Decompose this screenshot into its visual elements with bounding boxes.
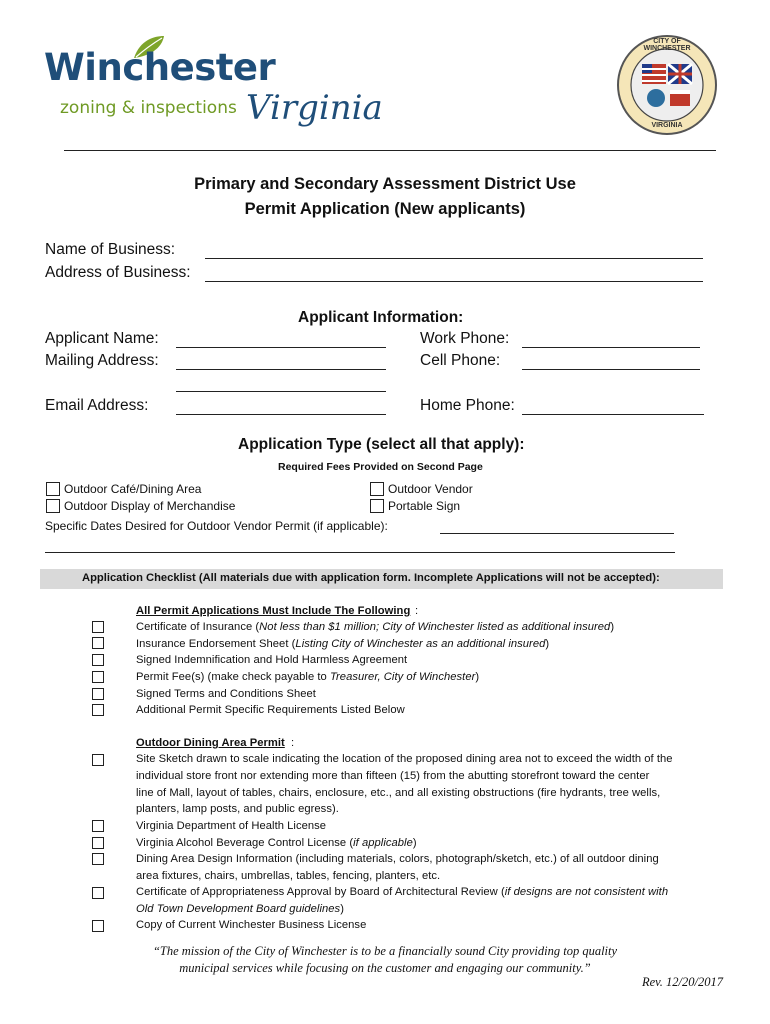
home-phone-label: Home Phone: — [420, 397, 515, 414]
checklist-item-endorsement: Insurance Endorsement Sheet (Listing City of Winchester as an additional insured) — [136, 638, 550, 650]
checklist-item-indemnification: Signed Indemnification and Hold Harmless Agreement — [136, 654, 408, 666]
specific-dates-field[interactable] — [440, 533, 674, 534]
business-address-field[interactable] — [205, 281, 703, 282]
home-phone-field[interactable] — [522, 414, 704, 415]
mission-line-1: “The mission of the City of Winchester is to be a financially sound City providing top quality — [152, 944, 618, 958]
portable-sign-checkbox[interactable] — [370, 499, 384, 513]
checklist-item-terms: Signed Terms and Conditions Sheet — [136, 688, 316, 700]
checklist-checkbox[interactable] — [92, 920, 104, 932]
outdoor-cafe-label: Outdoor Café/Dining Area — [64, 482, 202, 496]
cell-phone-field[interactable] — [522, 369, 700, 370]
outdoor-display-checkbox[interactable] — [46, 499, 60, 513]
checklist-item-additional: Additional Permit Specific Requirements Listed Below — [136, 704, 405, 716]
business-name-label: Name of Business: — [45, 241, 176, 258]
checklist-checkbox[interactable] — [92, 654, 104, 666]
dining-heading: Outdoor Dining Area Permit — [136, 737, 285, 749]
email-address-label: Email Address: — [45, 397, 149, 414]
dining-heading-colon: : — [291, 737, 295, 749]
checklist-checkbox[interactable] — [92, 637, 104, 649]
checklist-checkbox[interactable] — [92, 688, 104, 700]
email-address-field[interactable] — [176, 414, 386, 415]
required-fees-note: Required Fees Provided on Second Page — [278, 461, 483, 473]
checklist-item-fees: Permit Fee(s) (make check payable to Treasurer, City of Winchester) — [136, 671, 480, 683]
applicant-heading: Applicant Information: — [298, 309, 464, 326]
mailing-address-label: Mailing Address: — [45, 352, 159, 369]
checklist-checkbox[interactable] — [92, 853, 104, 865]
checklist-checkbox[interactable] — [92, 621, 104, 633]
checklist-item-insurance: Certificate of Insurance (Not less than $1 million; City of Winchester listed as additional insured) — [136, 621, 615, 633]
dining-site-sketch-2: individual store front nor extending more than fifteen (15) from the abutting storefront toward the center — [136, 770, 650, 782]
all-permits-colon: : — [415, 605, 419, 617]
revision-date: Rev. 12/20/2017 — [642, 975, 723, 989]
logo-brand: Winchester — [44, 46, 276, 89]
dining-coa-1: Certificate of Appropriateness Approval by Board of Architectural Review (if designs are not consistent with — [136, 886, 669, 898]
title-line-1: Primary and Secondary Assessment District Use — [194, 175, 576, 193]
specific-dates-label: Specific Dates Desired for Outdoor Vendor Permit (if applicable): — [45, 519, 388, 533]
dining-site-sketch-1: Site Sketch drawn to scale indicating the location of the proposed dining area not to exceed the width of the — [136, 753, 673, 765]
logo-state: Virginia — [246, 88, 383, 128]
dining-design-info-2: area fixtures, chairs, umbrellas, tables, fencing, planters, etc. — [136, 870, 441, 882]
dining-business-license: Copy of Current Winchester Business License — [136, 919, 367, 931]
checklist-bar-text: Application Checklist (All materials due with application form. Incomplete Applications will not be accepted): — [82, 572, 660, 584]
business-address-label: Address of Business: — [45, 264, 191, 281]
header-rule — [64, 150, 716, 151]
applicant-name-label: Applicant Name: — [45, 330, 159, 347]
business-name-field[interactable] — [205, 258, 703, 259]
checklist-checkbox[interactable] — [92, 887, 104, 899]
cell-phone-label: Cell Phone: — [420, 352, 501, 369]
all-permits-heading: All Permit Applications Must Include The Following — [136, 605, 411, 617]
work-phone-label: Work Phone: — [420, 330, 510, 347]
logo-tagline: zoning & inspections — [60, 98, 237, 118]
checklist-checkbox[interactable] — [92, 671, 104, 683]
dining-coa-2: Old Town Development Board guidelines) — [136, 903, 344, 915]
work-phone-field[interactable] — [522, 347, 700, 348]
dining-site-sketch-4: planters, lamp posts, and public egress). — [136, 803, 339, 815]
city-seal — [616, 34, 718, 136]
checklist-checkbox[interactable] — [92, 704, 104, 716]
application-type-heading: Application Type (select all that apply): — [238, 436, 525, 453]
dining-site-sketch-3: line of Mall, layout of tables, chairs, enclosure, etc., and all existing obstructions (fire hydrants, tree wells, — [136, 787, 661, 799]
checklist-checkbox[interactable] — [92, 837, 104, 849]
seal-bottom-text: VIRGINIA — [651, 122, 683, 129]
seal-top-text: CITY OF WINCHESTER — [643, 38, 691, 52]
winchester-logo — [40, 32, 383, 132]
outdoor-display-label: Outdoor Display of Merchandise — [64, 499, 236, 513]
dining-health-license: Virginia Department of Health License — [136, 820, 327, 832]
mailing-address-field[interactable] — [176, 369, 386, 370]
mailing-address-field-2[interactable] — [176, 391, 386, 392]
dining-design-info-1: Dining Area Design Information (including materials, colors, photograph/sketch, etc.) of all outdoor dining — [136, 853, 659, 865]
specific-dates-field-2[interactable] — [45, 552, 675, 553]
outdoor-vendor-checkbox[interactable] — [370, 482, 384, 496]
outdoor-cafe-checkbox[interactable] — [46, 482, 60, 496]
title-line-2: Permit Application (New applicants) — [244, 200, 526, 218]
mission-line-2: municipal services while focusing on the customer and engaging our community.” — [179, 961, 591, 975]
portable-sign-label: Portable Sign — [388, 499, 461, 513]
dining-abc-license: Virginia Alcohol Beverage Control License (if applicable) — [136, 837, 417, 849]
checklist-checkbox[interactable] — [92, 754, 104, 766]
checklist-checkbox[interactable] — [92, 820, 104, 832]
applicant-name-field[interactable] — [176, 347, 386, 348]
outdoor-vendor-label: Outdoor Vendor — [388, 482, 473, 496]
